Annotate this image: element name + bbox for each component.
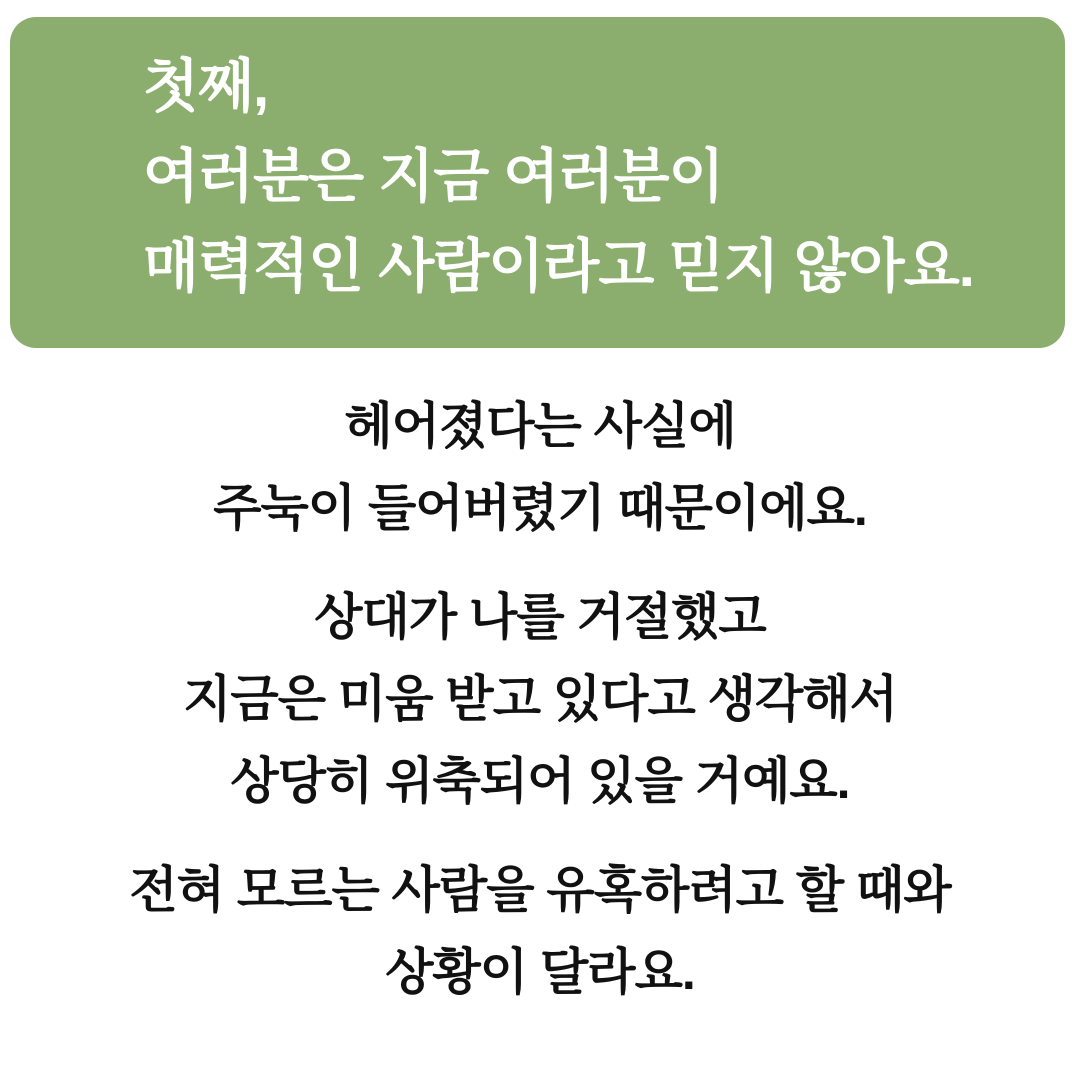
title-line-1: 첫째, <box>143 54 269 119</box>
body-line: 상황이 달라요. <box>385 944 695 1000</box>
body-text <box>0 385 1080 1013</box>
body-line: 주눅이 들어버렸기 때문이에요. <box>213 480 867 536</box>
paragraph-3 <box>0 849 1080 1013</box>
paragraph-2 <box>0 576 1080 822</box>
body-line: 상당히 위축되어 있을 거예요. <box>230 753 850 809</box>
body-line: 상대가 나를 거절했고 <box>314 589 766 645</box>
body-line: 지금은 미움 받고 있다고 생각해서 <box>183 671 897 727</box>
title-line-2: 여러분은 지금 여러분이 <box>143 144 724 209</box>
title-banner <box>10 17 1065 348</box>
body-line: 전혀 모르는 사람을 유혹하려고 할 때와 <box>129 862 951 918</box>
paragraph-1 <box>0 385 1080 549</box>
title-line-3: 매력적인 사람이라고 믿지 않아요. <box>143 234 974 299</box>
body-line: 헤어졌다는 사실에 <box>344 398 736 454</box>
